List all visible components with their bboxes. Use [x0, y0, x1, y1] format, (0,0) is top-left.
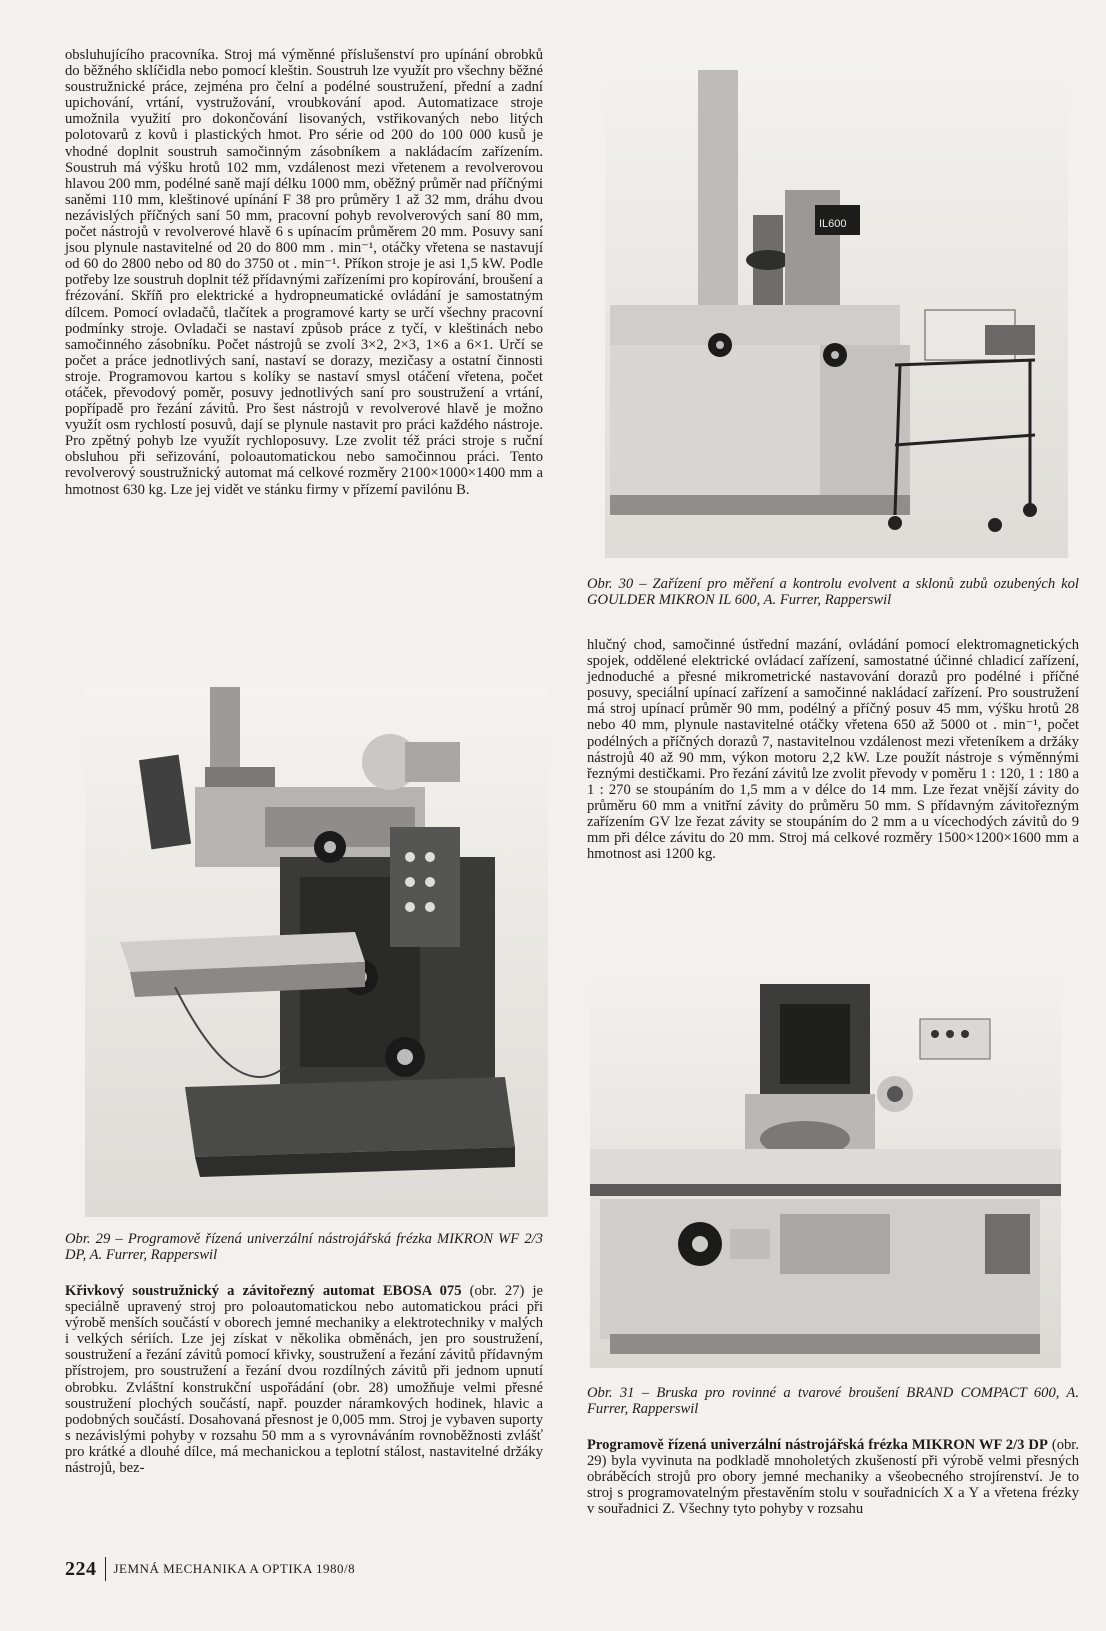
figure-30-caption-text: – Zařízení pro měření a kontrolu evolvent a sklonů zubů ozubených kol GOULDER MIKRON IL 600, A. Furrer, Rapperswil [587, 576, 1079, 608]
figure-29-caption-text: – Programově řízená univerzální nástrojářská frézka MIKRON WF 2/3 DP, A. Furrer, Rapperswil [65, 1231, 543, 1263]
figure-30-photo [605, 55, 1068, 558]
mikron-section-text: (obr. 29) byla vyvinuta na podkladě mnoholetých zkušeností při výrobě velmi přesných obráběcích strojů pro obory jemné mechaniky a všeobecného strojírenství. Je to stroj s programovatelným přestavěním stolu v souřadnicích X a Y a vřetena frézky v souřadnici Z. Všechny tyto pohyby v rozsahu [587, 1437, 1079, 1518]
figure-30-label: Obr. 30 [587, 576, 634, 592]
body-text-right-middle: hlučný chod, samočinné ústřední mazání, ovládání pomocí elektromagnetických spojek, oddělené elektrické ovládací zařízení, samostatné účinné chladicí zařízení, jednoduché a přesné mikrometrické nastavování dorazů pro podélné i příčné posuvy, speciální upínací zařízení a samočinné nakládací zařízení. Pro soustružení má stroj upínací průměr 90 mm, podélný a příčný posuv 45 mm, výšku hrotů 28 nebo 40 mm, plynule nastavitelné otáčky vřetena 650 až 5000 ot . min⁻¹, počet podélných a příčných dorazů 7, nastavitelnou vzdálenost mezi vřeteníkem a držáky nástrojů 40 až 90 mm, výkon motoru 2,2 kW. Lze použít nástroje s výměnnými řeznými destičkami. Pro řezání závitů lze zvolit převody v poměru 1 : 120, 1 : 180 a 1 : 270 se stoupáním do 1,5 mm a v délce do 14 mm. Lze řezat vnější závity do průměru 60 mm a vnitřní závity do průměru 50 mm. S přídavným závitořezným zařízením GV lze řezat závity se stoupáním do 2 mm a u vícechodých závitů do 9 mm při délce závitu do 20 mm. Stroj má celkové rozměry 1500×1200×1600 mm a hmotnost asi 1200 kg. [587, 637, 1079, 863]
figure-31-caption-text: – Bruska pro rovinné a tvarové broušení BRAND COMPACT 600, A. Furrer, Rapperswil [587, 1385, 1079, 1417]
device-label-il600: IL600 [819, 218, 847, 230]
journal-name: JEMNÁ MECHANIKA A OPTIKA 1980/8 [113, 1561, 356, 1576]
page-number: 224 [65, 1557, 97, 1580]
left-column-bottom [65, 1283, 543, 1476]
right-column-bottom [587, 1437, 1079, 1517]
mikron-section-heading: Programově řízená univerzální nástrojářská frézka MIKRON WF 2/3 DP [587, 1437, 1048, 1453]
ebosa-section-text: (obr. 27) je speciálně upravený stroj pro poloautomatickou nebo automatickou práci při výrobě menších součástí v oborech jemné mechaniky a elektrotechniky v malých i velkých sériích. Lze jej získat v několika obměnách, jen pro soustružení, soustružení a řezání závitů pomocí křivky, soustružení a řezání závitů přídavným přístrojem, pro soustružení a řezání dvou rozdílných závitů při jednom upnutí obrobku. Zvláštní konstrukční uspořádání (obr. 28) umožňuje velmi přesné soustružení plochých součástí, např. pouzder náramkových hodinek, hlavic a podobných součástí. Dosahovaná přesnost je 0,005 mm. Stroj je vybaven suporty s nezávislými pohyby v rozsahu 50 mm a s vyrovnáváním rovnoběžnosti zvlášť pro krátké a dlouhé dílce, má mechanickou a teplotní stálost, nastavitelné držáky nástrojů, bez- [65, 1283, 543, 1477]
figure-30-caption [587, 576, 1079, 608]
figure-31-caption [587, 1385, 1079, 1417]
figure-31-label: Obr. 31 [587, 1385, 635, 1401]
right-column-middle [587, 637, 1079, 862]
footer-divider [105, 1557, 106, 1581]
figure-31-photo [590, 974, 1061, 1368]
body-text-left-top: obsluhujícího pracovníka. Stroj má výměnné příslušenství pro upínání obrobků do běžného sklíčidla nebo pomocí kleštin. Soustruh lze využít pro všechny běžné soustružnické práce, zejména pro čelní a podélné soustružení, přední a zadní upichování, vrtání, vystružování, vroubkování apod. Automatizace stroje umožnila využití pro dokončování lisovaných, vstřikovaných nebo litých polotovarů z kovů i plastických hmot. Pro série od 200 do 100 000 kusů je vhodné doplnit soustruh samočinným zásobníkem a nakládacím zařízením. Soustruh má výšku hrotů 102 mm, vzdálenost mezi vřetenem a revolverovou hlavou 200 mm, podélné saně mají délku 1000 mm, oběžný průměr nad příčnými saněmi 110 mm, kleštinové upínání F 38 pro průměry 1 až 32 mm, dráhu dvou nezávislých příčných saní 50 mm, pracovní pohyb revolverových saní 80 mm, počet nástrojů v revolverové hlavě 6 s upínacím průměrem 20 mm. Posuvy saní jsou plynule nastavitelné od 20 do 800 mm . min⁻¹, otáčky vřetena se nastavují od 60 do 2800 nebo od 80 do 3750 ot . min⁻¹. Příkon stroje je asi 1,5 kW. Podle potřeby lze soustruh doplnit též přídavnými zařízeními pro kopírování, broušení a frézování. Skříň pro elektrické a hydropneumatické ovládání je samostatným dílcem. Pomocí ovladačů, tlačítek a programové karty se určí všechny pracovní podmínky stroje. Ovladači se nastaví způsob práce z tyčí, v kleštinách nebo samočinného zásobníku. Počet nástrojů se zvolí 3×2, 2×3, 1×6 a 6×1. Určí se počet a práce jednotlivých saní, nastaví se dorazy, mezičasy a ostatní činnosti stroje. Programovou kartou s kolíky se nastaví smysl otáčení vřetena, počet otáček, převodový poměr, posuvy jednotlivých saní pro soustružení a vrtání, popřípadě pro řezání závitů. Pro šest nástrojů v revolverové hlavě je možno využít osm rychlostí posuvů, dají se plynule nastavit pro práci každého nástroje. Pro zpětný pohyb lze využít rychloposuvy. Lze zvolit též práci stroje s ruční obsluhou při seřizování, poloautomatickou nebo samočinnou práci. Tento revolverový soustružnický automat má celkové rozměry 2100×1000×1400 mm a hmotnost 630 kg. Lze jej vidět ve stánku firmy v přízemí pavilónu B. [65, 47, 543, 498]
left-column-top [65, 47, 543, 498]
surface-grinder-illustration [590, 974, 1061, 1368]
figure-29-photo [85, 687, 548, 1217]
gear-measuring-device-illustration [605, 55, 1068, 558]
page-footer [65, 1557, 355, 1581]
figure-29-label: Obr. 29 [65, 1231, 111, 1247]
ebosa-section-heading: Křivkový soustružnický a závitořezný automat EBOSA 075 [65, 1283, 462, 1299]
figure-29-caption [65, 1231, 543, 1263]
milling-machine-illustration [85, 687, 548, 1217]
